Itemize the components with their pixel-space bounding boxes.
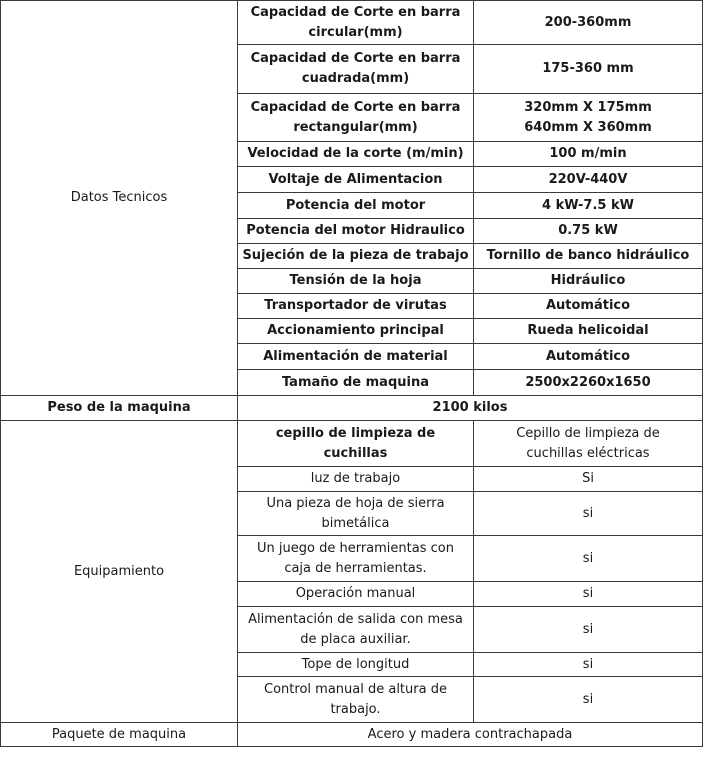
table-row: [1, 1, 703, 45]
spec-label: Transportador de virutas: [238, 294, 474, 319]
group-datos-tecnicos: Datos Tecnicos: [1, 1, 238, 396]
spec-label: Accionamiento principal: [238, 319, 474, 344]
group-paquete: Paquete de maquina: [1, 723, 238, 747]
spec-label: Potencia del motor: [238, 193, 474, 219]
spec-label: Alimentación de material: [238, 344, 474, 370]
equip-label: Tope de longitud: [238, 653, 474, 677]
spec-label: Capacidad de Corte en barra cuadrada(mm): [238, 45, 474, 94]
spec-value: 4 kW-7.5 kW: [474, 193, 703, 219]
spec-value: 320mm X 175mm 640mm X 360mm: [474, 94, 703, 142]
spec-label: Capacidad de Corte en barra circular(mm): [238, 1, 474, 45]
equip-value: si: [474, 582, 703, 607]
equip-label: Control manual de altura de trabajo.: [238, 677, 474, 723]
spec-value: 0.75 kW: [474, 219, 703, 244]
spec-value: Rueda helicoidal: [474, 319, 703, 344]
spec-value: 2500x2260x1650: [474, 370, 703, 396]
paquete-value: Acero y madera contrachapada: [238, 723, 703, 747]
spec-value: Hidráulico: [474, 269, 703, 294]
spec-label: Tamaño de maquina: [238, 370, 474, 396]
spec-label: Potencia del motor Hidraulico: [238, 219, 474, 244]
group-peso: Peso de la maquina: [1, 396, 238, 421]
peso-value: 2100 kilos: [238, 396, 703, 421]
spec-value: 100 m/min: [474, 142, 703, 167]
group-equipamiento: Equipamiento: [1, 421, 238, 723]
spec-value: Automático: [474, 344, 703, 370]
table-row: [1, 421, 703, 467]
spec-value: 220V-440V: [474, 167, 703, 193]
spec-value: 175-360 mm: [474, 45, 703, 94]
equip-value: Si: [474, 467, 703, 492]
equip-value: si: [474, 607, 703, 653]
spec-label: Capacidad de Corte en barra rectangular(mm): [238, 94, 474, 142]
equip-label: Alimentación de salida con mesa de placa auxiliar.: [238, 607, 474, 653]
spec-label: Sujeción de la pieza de trabajo: [238, 244, 474, 269]
spec-label: Voltaje de Alimentacion: [238, 167, 474, 193]
spec-label: Tensión de la hoja: [238, 269, 474, 294]
equip-label: luz de trabajo: [238, 467, 474, 492]
equip-label: Operación manual: [238, 582, 474, 607]
equip-value: si: [474, 492, 703, 536]
table-row: [1, 396, 703, 421]
spec-value: Tornillo de banco hidráulico: [474, 244, 703, 269]
equip-label: cepillo de limpieza de cuchillas: [238, 421, 474, 467]
equip-value: si: [474, 677, 703, 723]
spec-value: Automático: [474, 294, 703, 319]
equip-value: si: [474, 653, 703, 677]
equip-label: Una pieza de hoja de sierra bimetálica: [238, 492, 474, 536]
spec-label: Velocidad de la corte (m/min): [238, 142, 474, 167]
spec-value: 200-360mm: [474, 1, 703, 45]
table-row: [1, 723, 703, 747]
equip-value: si: [474, 536, 703, 582]
equip-label: Un juego de herramientas con caja de herramientas.: [238, 536, 474, 582]
equip-value: Cepillo de limpieza de cuchillas eléctricas: [474, 421, 703, 467]
